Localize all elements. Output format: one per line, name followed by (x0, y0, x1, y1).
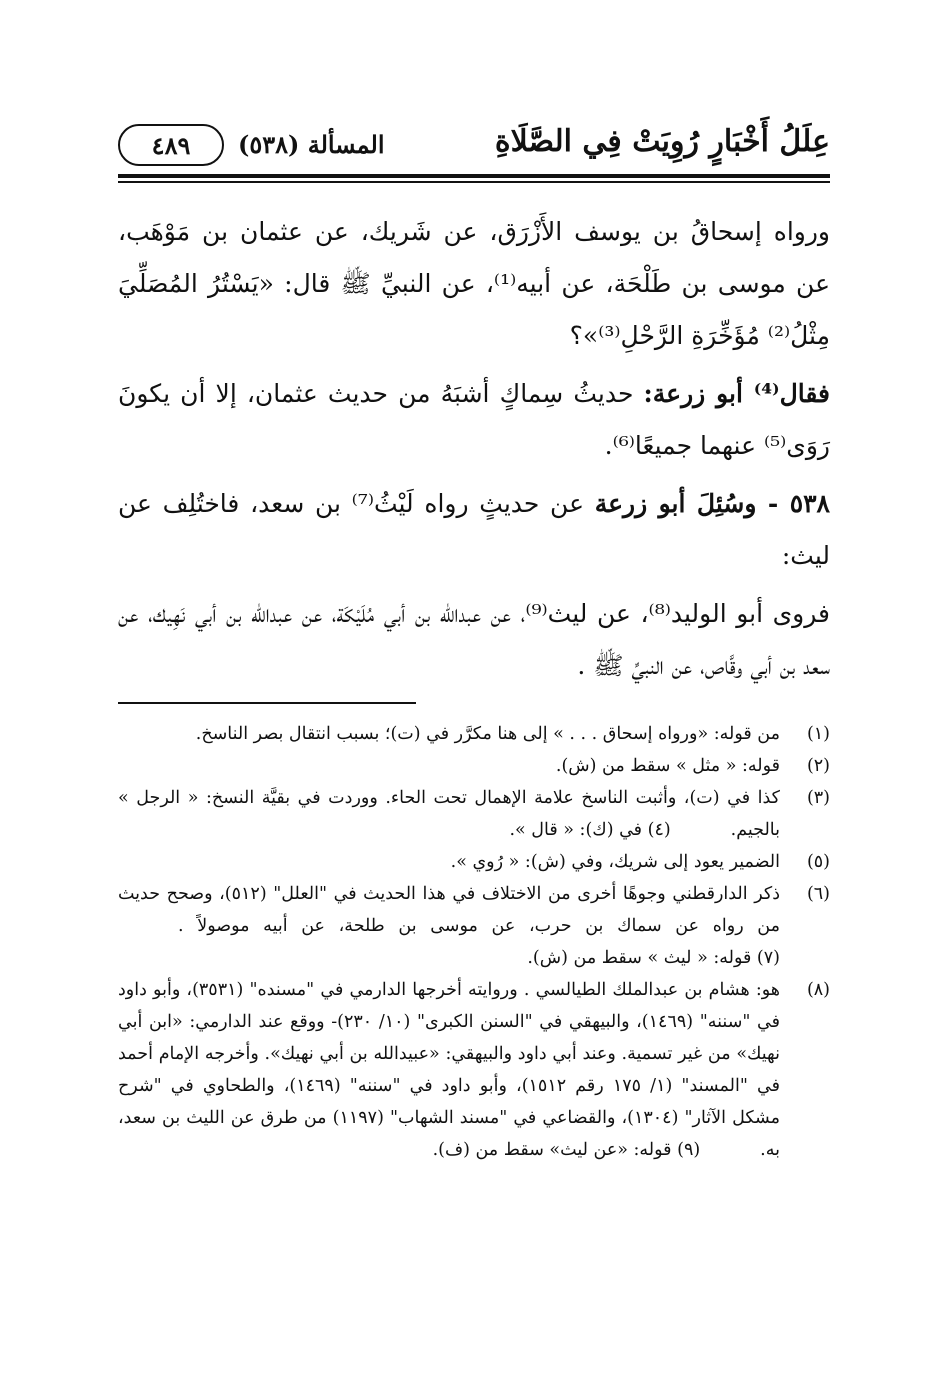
footnote-number: (٦) (806, 884, 830, 904)
footnote-5 (118, 846, 830, 878)
footnote-number: (١) (806, 724, 830, 744)
footnote-9-inline: (٩) قوله: «عن ليث» سقط من (ف). (432, 1140, 701, 1160)
book-title: عِلَلُ أَخْبَارٍ رُوِيَتْ فِي الصَّلَاةِ (494, 124, 830, 159)
page-header (118, 120, 830, 176)
footnote-separator (118, 702, 416, 704)
issue-label: المسألة (٥٣٨) (238, 130, 385, 159)
issue-heading: ٥٣٨ - وسُئِلَ أبو زرعة (594, 489, 830, 518)
footnote-6 (118, 878, 830, 974)
footnote-8 (118, 974, 830, 1166)
footnote-number: (٥) (806, 852, 830, 872)
footnote-4-inline: (٤) في (ك): « قال ». (509, 820, 671, 840)
footnote-7-inline: (٧) قوله: « ليث » سقط من (ش). (527, 948, 780, 968)
footnote-number: (٨) (806, 980, 830, 1000)
footnote-number: (٣) (806, 788, 830, 808)
footnotes (118, 718, 830, 1166)
paragraph-2-lead: فقال⁽⁴⁾ أبو زرعة: (643, 379, 830, 408)
header-rule-thick (118, 174, 830, 178)
paragraph-2-text: حديثُ سِماكٍ أشبَهُ من حديث عثمان، إلا أن يكونَ رَوَى⁽⁵⁾ عنهما جميعًا⁽⁶⁾. (118, 379, 830, 460)
page-number-badge: ٤٨٩ (118, 124, 224, 166)
footnote-3 (118, 782, 830, 846)
paragraph-3 (118, 478, 830, 582)
paragraph-4: فروى أبو الوليد⁽⁸⁾، عن ليث⁽⁹⁾، عن عبدالله بن أبي مُلَيْكَة، عن عبدالله بن أبي نَهِيك، عن سعد بن أبي وقَّاص، عن النبيِّ ﷺ . (118, 599, 830, 680)
footnote-text: من قوله: «ورواه إسحاق . . . » إلى هنا مكرَّر في (ت)؛ بسبب انتقال بصر الناسخ. (195, 724, 780, 744)
paragraph-1: ورواه إسحاقُ بن يوسف الأَزْرَق، عن شَريك، عن عثمان بن مَوْهَب، عن موسى بن طَلْحَة، عن أبيه⁽¹⁾، عن النبيِّ ﷺ قال: «يَسْتُرُ المُصَلِّيَ مِثْلُ⁽²⁾ مُؤَخِّرَةِ الرَّحْلِ⁽³⁾»؟ (118, 217, 830, 350)
footnote-text: هو: هشام بن عبدالملك الطيالسي . وروايته أخرجها الدارمي في "مسنده" (٣٥٣١)، وأبو داود في "سننه" (١٤٦٩)، والبيهقي في "السنن الكبرى" (١٠/ ٢٣٠)- ووقع عند الدارمي: «ابن أبي نهيك» من غير تسمية. وعند أبي داود والبيهقي: «عبيدالله بن أبي نهيك». وأخرجه الإمام أحمد في "المسند" (١/ ١٧٥ رقم ١٥١٢)، وأبو داود في "سننه" (١٤٦٩)، والطحاوي في "شرح مشكل الآثار" (١٣٠٤)، والقضاعي في "مسند الشهاب" (١١٩٧) من طرق عن الليث بن سعد، به. (118, 980, 780, 1160)
footnote-text: كذا في (ت)، وأثبت الناسخ علامة الإهمال تحت الحاء. ووردت في بقيَّة النسخ: « الرجل » بالجيم. (118, 788, 780, 840)
footnote-text: قوله: « مثل » سقط من (ش). (555, 756, 780, 776)
paragraph-2 (118, 368, 830, 472)
main-text (118, 206, 830, 692)
footnote-2 (118, 750, 830, 782)
footnote-number: (٢) (806, 756, 830, 776)
book-page (118, 120, 830, 1160)
footnote-1 (118, 718, 830, 750)
paragraph-3-text: عن حديثٍ رواه لَيْثُ⁽⁷⁾ بن سعد، فاختُلِف عن ليث: (118, 489, 830, 570)
footnote-text: الضمير يعود إلى شريك، وفي (ش): « رُوي ». (450, 852, 780, 872)
footnote-text: ذكر الدارقطني وجوهًا أخرى من الاختلاف في هذا الحديث في "العلل" (٥١٢)، وصحح حديث من رواه عن سماك بن حرب، عن موسى بن طلحة، عن أبيه موصولاً . (118, 884, 780, 936)
header-rule-thin (118, 181, 830, 183)
